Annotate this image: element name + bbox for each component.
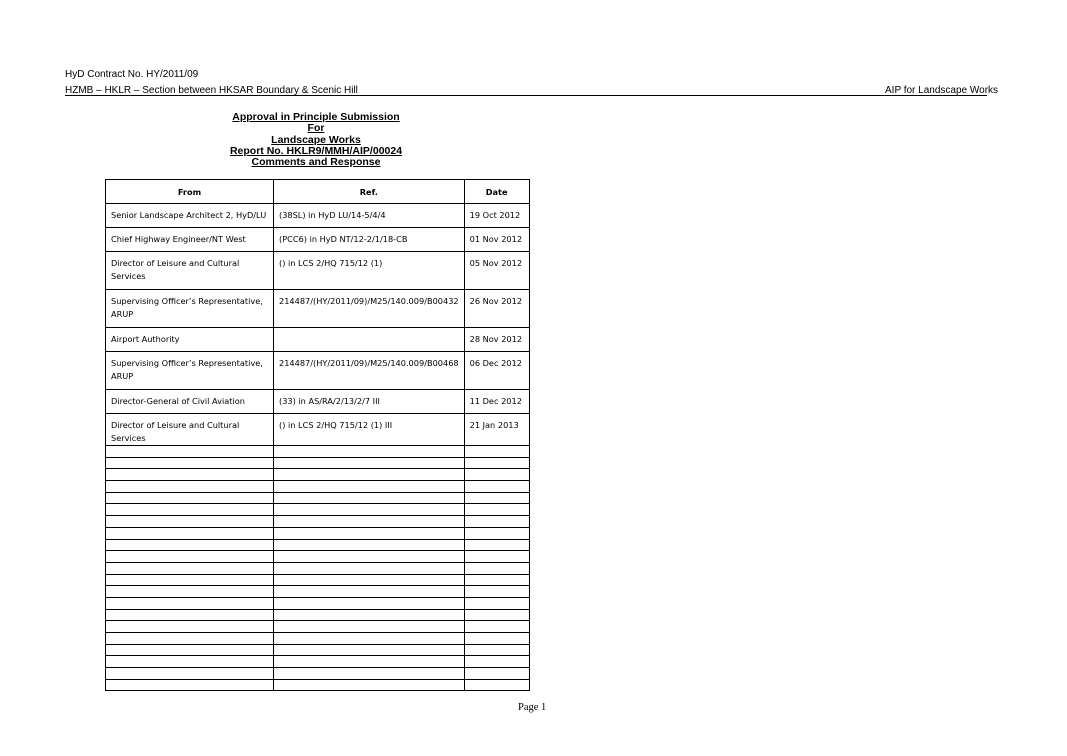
empty-cell [464,562,529,574]
empty-cell [106,562,274,574]
cell-ref: () in LCS 2/HQ 715/12 (1) [274,252,465,290]
empty-cell [106,457,274,469]
empty-cell [274,679,465,691]
table-row [106,414,530,446]
table-row [106,204,530,228]
empty-cell [106,668,274,680]
cell-date: 05 Nov 2012 [464,252,529,290]
empty-cell [274,527,465,539]
empty-cell [106,504,274,516]
empty-table-row [106,679,530,691]
empty-table-row [106,562,530,574]
cell-from: Supervising Officer’s Representative, ARUP [106,352,274,390]
title-block [200,112,432,168]
empty-cell [106,481,274,493]
empty-table-row [106,551,530,563]
cell-from: Chief Highway Engineer/NT West [106,228,274,252]
col-header-ref: Ref. [274,180,465,204]
empty-cell [464,492,529,504]
cell-date: 11 Dec 2012 [464,390,529,414]
empty-cell [464,539,529,551]
empty-cell [106,539,274,551]
empty-table-row [106,597,530,609]
empty-table-row [106,527,530,539]
title-line-5: Comments and Response [251,156,381,169]
empty-table-row [106,621,530,633]
empty-cell [106,527,274,539]
empty-cell [106,621,274,633]
empty-cell [106,586,274,598]
page-number: Page 1 [518,702,547,713]
table-row [106,228,530,252]
col-header-date: Date [464,180,529,204]
empty-cell [464,609,529,621]
submission-table [105,179,530,691]
empty-cell [106,551,274,563]
cell-from: Senior Landscape Architect 2, HyD/LU [106,204,274,228]
empty-cell [274,516,465,528]
empty-table-row [106,469,530,481]
empty-cell [106,644,274,656]
cell-date: 28 Nov 2012 [464,328,529,352]
empty-table-row [106,668,530,680]
table-row [106,252,530,290]
empty-cell [106,656,274,668]
empty-table-row [106,574,530,586]
header-rule [65,95,987,96]
header-right: AIP for Landscape Works [885,85,999,96]
empty-cell [106,574,274,586]
cell-from: Director-General of Civil Aviation [106,390,274,414]
empty-cell [464,516,529,528]
cell-ref: () in LCS 2/HQ 715/12 (1) III [274,414,465,446]
cell-from: Airport Authority [106,328,274,352]
empty-cell [274,633,465,645]
empty-cell [464,551,529,563]
empty-cell [464,527,529,539]
blank-rows [106,446,530,691]
table-row [106,290,530,328]
empty-cell [464,679,529,691]
empty-cell [464,597,529,609]
cell-from: Director of Leisure and Cultural Services [106,414,274,446]
empty-cell [274,492,465,504]
cell-ref: (38SL) in HyD LU/14-5/4/4 [274,204,465,228]
empty-cell [106,516,274,528]
header-section: HZMB – HKLR – Section between HKSAR Boundary & Scenic Hill [65,85,358,96]
empty-cell [106,492,274,504]
empty-cell [274,539,465,551]
empty-cell [274,609,465,621]
empty-cell [464,504,529,516]
empty-cell [106,633,274,645]
empty-table-row [106,633,530,645]
table-row [106,328,530,352]
empty-cell [464,481,529,493]
empty-cell [274,656,465,668]
empty-table-row [106,539,530,551]
cell-ref: 214487/(HY/2011/09)/M25/140.009/B00432 [274,290,465,328]
col-header-from: From [106,180,274,204]
empty-cell [464,644,529,656]
cell-from: Supervising Officer’s Representative, ARUP [106,290,274,328]
empty-cell [106,446,274,458]
table-row [106,390,530,414]
title-line-2: For [307,122,325,135]
empty-table-row [106,516,530,528]
empty-cell [274,469,465,481]
empty-cell [464,621,529,633]
empty-table-row [106,481,530,493]
empty-cell [274,457,465,469]
cell-ref: (33) in AS/RA/2/13/2/7 III [274,390,465,414]
empty-cell [464,633,529,645]
empty-cell [464,656,529,668]
empty-cell [274,621,465,633]
empty-table-row [106,504,530,516]
cell-date: 19 Oct 2012 [464,204,529,228]
cell-date: 26 Nov 2012 [464,290,529,328]
empty-cell [274,644,465,656]
cell-date: 06 Dec 2012 [464,352,529,390]
empty-table-row [106,609,530,621]
cell-from: Director of Leisure and Cultural Services [106,252,274,290]
cell-date: 21 Jan 2013 [464,414,529,446]
title-line-1: Approval in Principle Submission [232,111,400,123]
empty-table-row [106,492,530,504]
empty-cell [464,574,529,586]
empty-cell [274,504,465,516]
title-line-3: Landscape Works [271,133,361,146]
empty-table-row [106,586,530,598]
empty-cell [274,586,465,598]
table-header-row [106,180,530,204]
title-line-4: Report No. HKLR9/MMH/AIP/00024 [229,144,403,157]
empty-table-row [106,457,530,469]
empty-cell [274,562,465,574]
cell-ref [274,328,465,352]
empty-cell [274,446,465,458]
empty-table-row [106,446,530,458]
empty-cell [464,469,529,481]
table-row [106,352,530,390]
empty-cell [464,457,529,469]
header-contract: HyD Contract No. HY/2011/09 [65,69,199,80]
empty-table-row [106,656,530,668]
empty-cell [274,551,465,563]
cell-ref: (PCC6) in HyD NT/12-2/1/18-CB [274,228,465,252]
empty-cell [464,446,529,458]
empty-cell [106,679,274,691]
empty-cell [464,668,529,680]
cell-ref: 214487/(HY/2011/09)/M25/140.009/B00468 [274,352,465,390]
empty-cell [274,597,465,609]
empty-table-row [106,644,530,656]
empty-cell [274,481,465,493]
empty-cell [464,586,529,598]
empty-cell [274,574,465,586]
empty-cell [274,668,465,680]
cell-date: 01 Nov 2012 [464,228,529,252]
empty-cell [106,609,274,621]
empty-cell [106,469,274,481]
empty-cell [106,597,274,609]
